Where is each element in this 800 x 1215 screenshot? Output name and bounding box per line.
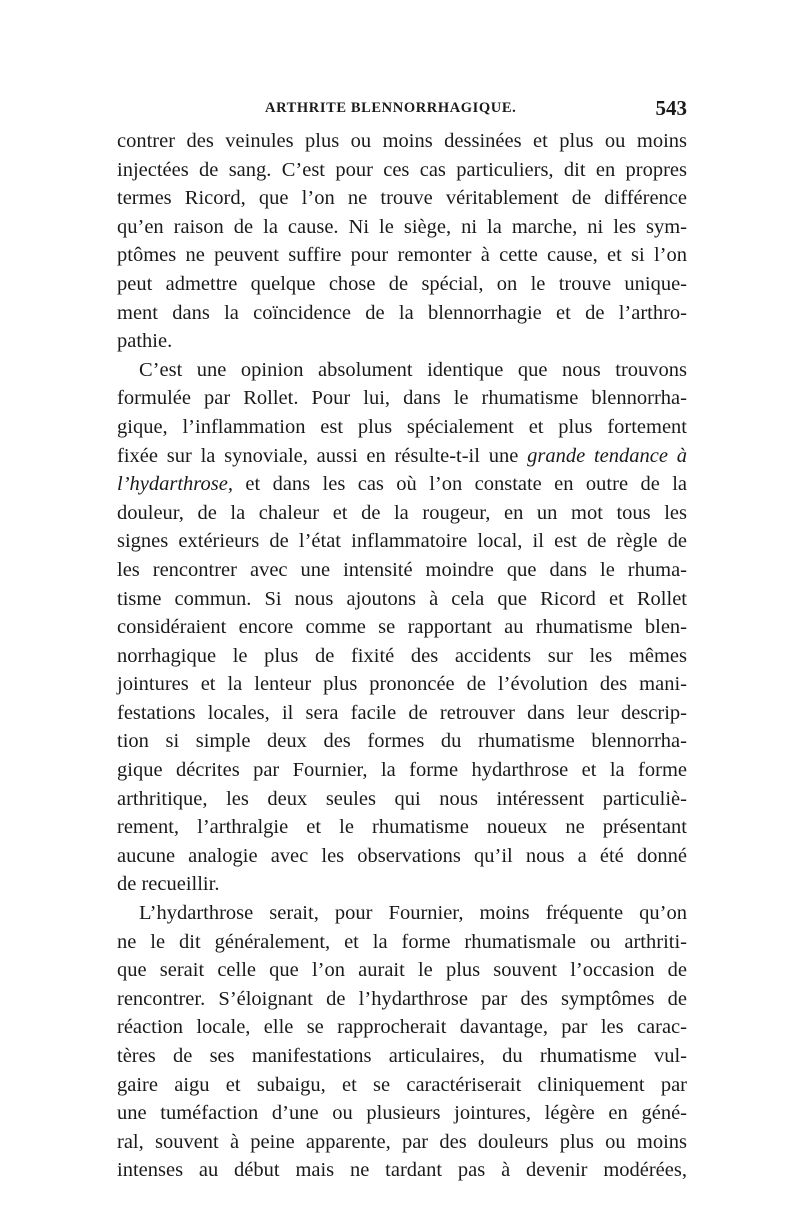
text-line: réaction locale, elle se rapprocherait davantage, par les carac- <box>117 1016 687 1039</box>
running-title: ARTHRITE BLENNORRHAGIQUE. <box>265 100 517 116</box>
text-line-with-emphasis <box>117 470 687 499</box>
text-line: tères de ses manifestations articulaires, du rhumatisme vul- <box>117 1045 687 1067</box>
text-line: rement, l’arthralgie et le rhumatisme noueux ne présentant <box>117 816 687 839</box>
text-line: peut admettre quelque chose de spécial, on le trouve unique- <box>117 272 687 295</box>
text-line: considéraient encore comme se rapportant au rhumatisme blen- <box>117 616 687 639</box>
paragraph-start-line: L’hydarthrose serait, pour Fournier, moins fréquente qu’on <box>139 902 687 925</box>
text-line: pathie. <box>117 330 173 353</box>
text-line: injectées de sang. C’est pour ces cas particuliers, dit en propres <box>117 158 687 181</box>
text-line: tion si simple deux des formes du rhumatisme blennorrha- <box>117 730 687 753</box>
text-segment: fixée sur la synoviale, aussi en résulte-t-il une <box>117 444 519 467</box>
text-line: ptômes ne peuvent suffire pour remonter à cette cause, et si l’on <box>117 244 687 267</box>
running-head <box>117 96 687 122</box>
text-line: contrer des veinules plus ou moins dessinées et plus ou moins <box>117 130 687 152</box>
text-line: qu’en raison de la cause. Ni le siège, ni la marche, ni les sym- <box>117 215 687 238</box>
text-line: formulée par Rollet. Pour lui, dans le rhumatisme blennorrha- <box>117 387 687 410</box>
paragraph-start-line: C’est une opinion absolument identique que nous trouvons <box>139 358 687 381</box>
text-line: de recueillir. <box>117 873 220 896</box>
emphasized-phrase: grande tendance à <box>527 444 688 467</box>
text-line: rencontrer. S’éloignant de l’hydarthrose par des symptômes de <box>117 987 687 1010</box>
text-line: gique, l’inflammation est plus spécialement et plus fortement <box>117 415 687 438</box>
text-line: tisme commun. Si nous ajoutons à cela que Ricord et Rollet <box>117 587 687 610</box>
text-line: douleur, de la chaleur et de la rougeur, en un mot tous les <box>117 501 687 524</box>
text-segment: et dans les cas où l’on constate en outre de la <box>245 473 688 496</box>
text-line: ral, souvent à peine apparente, par des douleurs plus ou moins <box>117 1130 687 1153</box>
text-line: ment dans la coïncidence de la blennorrhagie et de l’arthro- <box>117 301 687 324</box>
text-line: gique décrites par Fournier, la forme hydarthrose et la forme <box>117 759 687 782</box>
emphasized-word: l’hydarthrose, <box>117 473 233 496</box>
text-line: signes extérieurs de l’état inflammatoire local, il est de règle de <box>117 530 687 553</box>
text-line: une tuméfaction d’une ou plusieurs jointures, légère en géné- <box>117 1102 687 1125</box>
text-line: termes Ricord, que l’on ne trouve véritablement de différence <box>117 187 687 210</box>
page-number: 543 <box>655 96 687 120</box>
text-line: norrhagique le plus de fixité des accidents sur les mêmes <box>117 644 687 667</box>
text-line-with-emphasis <box>117 442 687 471</box>
text-line: ne le dit généralement, et la forme rhumatismale ou arthriti- <box>117 930 687 953</box>
body-text <box>117 127 687 1185</box>
text-line: festations locales, il sera facile de retrouver dans leur descrip- <box>117 701 687 724</box>
text-line: arthritique, les deux seules qui nous intéressent particuliè- <box>117 787 687 810</box>
text-line: aucune analogie avec les observations qu’il nous a été donné <box>117 844 687 867</box>
text-line: intenses au début mais ne tardant pas à devenir modérées, <box>117 1159 687 1182</box>
text-line: les rencontrer avec une intensité moindre que dans le rhuma- <box>117 558 687 581</box>
text-line: gaire aigu et subaigu, et se caractériserait cliniquement par <box>117 1073 687 1096</box>
text-line: jointures et la lenteur plus prononcée de l’évolution des mani- <box>117 673 687 696</box>
text-line: que serait celle que l’on aurait le plus souvent l’occasion de <box>117 959 687 982</box>
